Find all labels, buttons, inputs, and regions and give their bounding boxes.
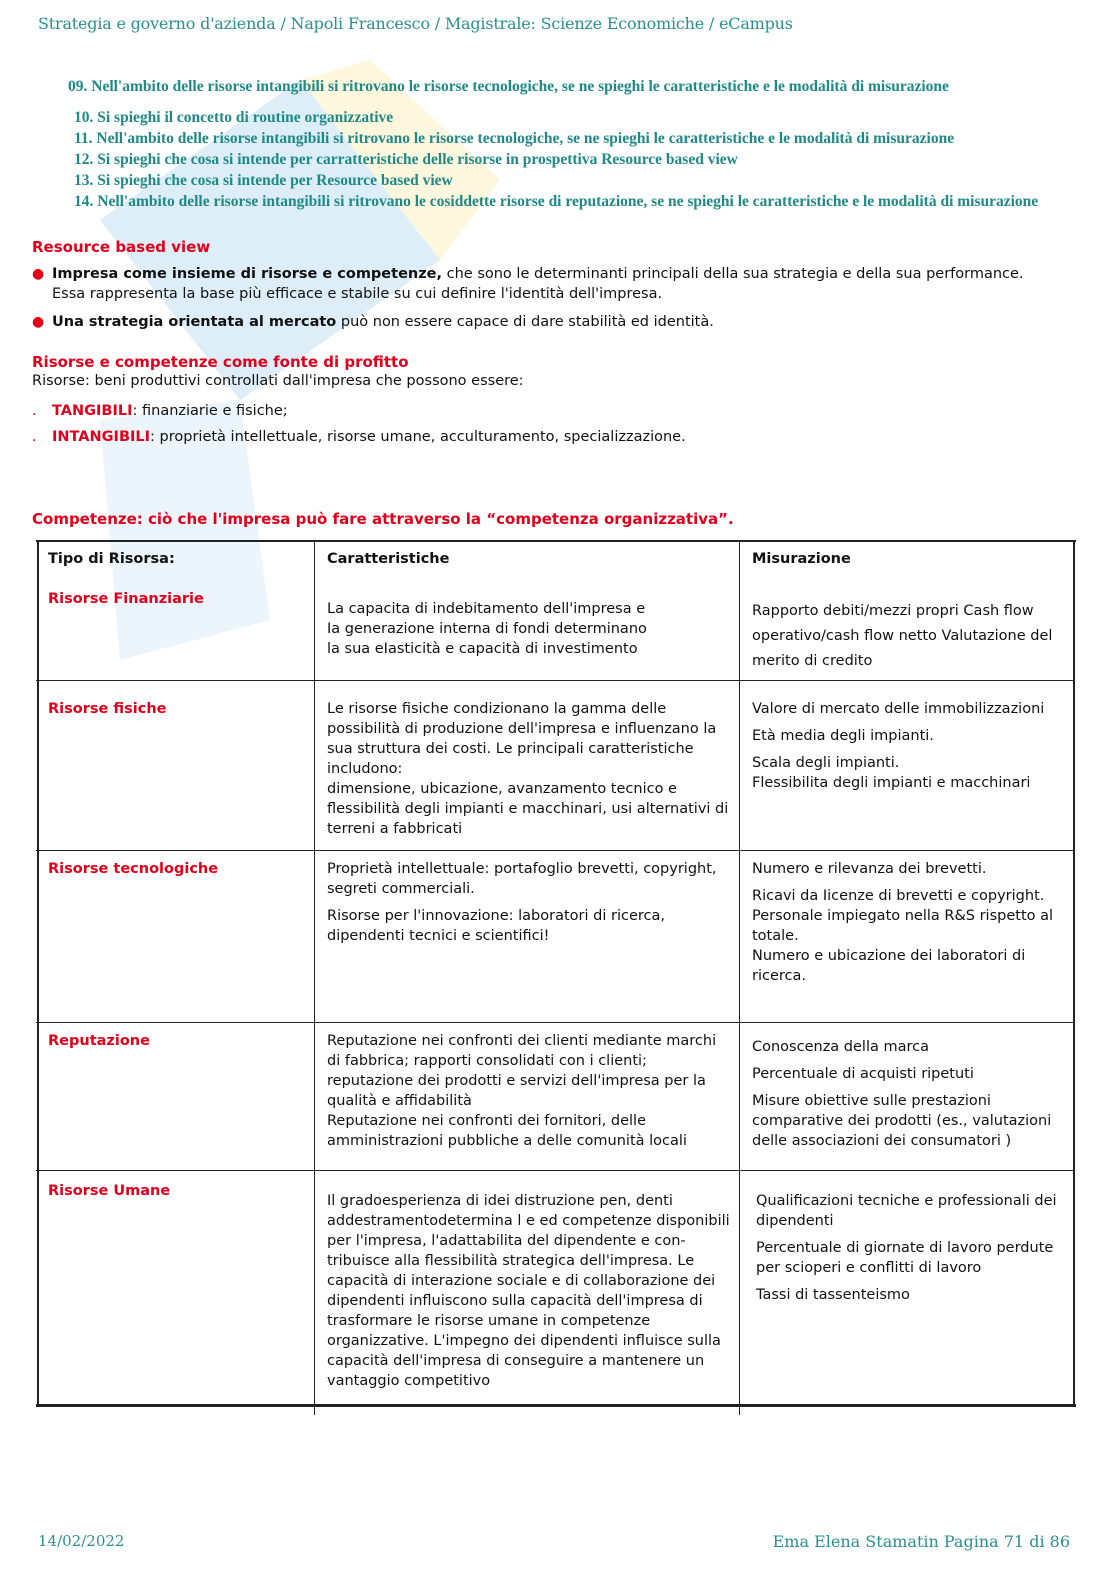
table-row — [36, 681, 1074, 851]
bullet-icon: ● — [32, 266, 45, 282]
profit-item — [32, 427, 1082, 447]
measure-line: Rapporto debiti/mezzi propri Cash flow operativo/cash flow netto Valutazione del merito di credito — [752, 603, 1053, 669]
measure-line: Personale impiegato nella R&S rispetto al totale. — [752, 908, 1054, 944]
profit-item — [32, 401, 1082, 421]
question-item: 14. Nell'ambito delle risorse intangibili si ritrovano le cosiddette risorse di reputazione, se ne spieghi le caratteristiche e le modalità di misurazione — [74, 193, 1039, 210]
profit-section — [32, 353, 1082, 447]
item-label: TANGIBILI — [52, 403, 133, 419]
bullet-bold: Una strategia orientata al mercato — [52, 314, 337, 330]
footer-date: 14/02/2022 — [38, 1532, 125, 1550]
char-line: Le risorse fisiche condizionano la gamma delle possibilità di produzione dell'impresa e influenzano la sua struttura dei costi. Le principali caratteristiche includono: — [327, 701, 717, 777]
char-line: La capacita di indebitamento dell'impresa e — [327, 601, 646, 617]
cell-measurement — [740, 1171, 1075, 1415]
table-row — [36, 589, 1074, 681]
profit-intro: Risorse: beni produttivi controllati dall'impresa che possono essere: — [32, 373, 524, 389]
measure-line: Età media degli impianti. — [752, 728, 934, 744]
cell-measurement — [740, 589, 1075, 681]
bullet-text: che sono le determinanti principali della sua strategia e della sua performance. — [442, 266, 1024, 282]
bullet-marker: . — [32, 429, 37, 445]
running-header: Strategia e governo d'azienda / Napoli Francesco / Magistrale: Scienze Economiche / eCampus — [38, 14, 793, 33]
cell-measurement — [740, 1023, 1075, 1171]
measure-line: Percentuale di acquisti ripetuti — [752, 1066, 974, 1082]
profit-title: Risorse e competenze come fonte di profitto — [32, 353, 409, 371]
cell-type: Risorse Finanziarie — [36, 589, 315, 681]
header-type: Tipo di Risorsa: — [36, 541, 315, 589]
bullet-icon: ● — [32, 314, 45, 330]
cell-characteristics — [315, 589, 740, 681]
table-row — [36, 1171, 1074, 1415]
measure-line: Ricavi da Iicenze di brevetti e copyright. — [752, 888, 1045, 904]
char-line: Risorse per l'innovazione: laboratori di ricerca, dipendenti tecnici e scientifici! — [327, 908, 665, 944]
rbv-bullet — [32, 312, 1082, 332]
cell-characteristics — [315, 851, 740, 1023]
measure-line: Numero e ubicazione dei laboratori di ricerca. — [752, 948, 1026, 984]
char-line: Reputazione nei confronti dei fornitori, delle amministrazioni pubbliche a delle comunità locali — [327, 1113, 687, 1149]
measure-line: Qualificazioni tecniche e professionali dei dipendenti — [756, 1193, 1057, 1229]
table-row — [36, 851, 1074, 1023]
footer-page-info: Ema Elena Stamatin Pagina 71 di 86 — [772, 1532, 1070, 1551]
cell-measurement — [740, 851, 1075, 1023]
char-line: dimensione, ubicazione, avanzamento tecnico e flessibilità degli impianti e macchinari, usi alternativi di terreni a fabbricati — [327, 781, 729, 837]
measure-line: Flessibilita degli impianti e macchinari — [752, 775, 1031, 791]
cell-type: Reputazione — [36, 1023, 315, 1171]
item-text: : proprietà intellettuale, risorse umane, acculturamento, specializzazione. — [150, 429, 686, 445]
char-line: Ia generazione interna di fondi determinano — [327, 621, 647, 637]
bullet-marker: . — [32, 403, 37, 419]
resources-table — [36, 541, 1074, 1415]
question-list — [68, 76, 1068, 212]
header-measurement: Misurazione — [752, 551, 851, 567]
table-bottom-border — [36, 1404, 1076, 1407]
char-line: Il gradoesperienza di idei distruzione pen, denti addestramentodetermina l e ed competenze disponibili per l'impresa, l'adattabilita del dipendente e con-tribuisce alla flessibilità strategica dell'impresa. Le capacità di interazione sociale e di collaborazione dei dipendenti influiscono sulla capacità dell'impresa di trasformare le risorse umane in competenze organizzative. L'impegno dei dipendenti influisce sulla capacità dell'impresa di conseguire a mantenere un vantaggio competitivo — [327, 1193, 730, 1389]
header-characteristics: Caratteristiche — [315, 541, 740, 589]
question-item: 11. Nell'ambito delle risorse intangibili si ritrovano le risorse tecnologiche, se ne spieghi le caratteristiche e le modalità di misurazione — [74, 130, 955, 147]
rbv-section — [32, 238, 1082, 332]
question-item: 12. Si spieghi che cosa si intende per carratteristiche delle risorse in prospettiva Resource based view — [74, 151, 738, 168]
table-header-row — [36, 541, 1074, 589]
competenze-title: Competenze: ciò che l'impresa può fare attraverso la “competenza organizzativa”. — [32, 510, 734, 528]
measure-line: Conoscenza della marca — [752, 1039, 929, 1055]
char-line: Reputazione nei confronti dei clienti mediante marchi di fabbrica; rapporti consolidati con i clienti; reputazione dei prodotti e servizi dell'impresa per la qualità e affidabilità — [327, 1033, 717, 1109]
question-item: 09. Nell'ambito delle risorse intangibili si ritrovano le risorse tecnologiche, se ne spieghi le caratteristiche e le modalità di misurazione — [68, 78, 949, 95]
item-text: : finanziarie e fisiche; — [132, 403, 288, 419]
cell-type: Risorse fisiche — [36, 681, 315, 851]
bullet-text: può non essere capace di dare stabilità ed identità. — [336, 314, 714, 330]
rbv-title: Resource based view — [32, 238, 211, 256]
char-line: Proprietà intellettuale: portafoglio brevetti, copyright, segreti commerciali. — [327, 861, 717, 897]
measure-line: Valore di mercato delle immobilizzazioni — [752, 701, 1045, 717]
measure-line: Misure obiettive sulle prestazioni comparative dei prodotti (es., valutazioni delle associazioni dei consumatori ) — [752, 1093, 1052, 1149]
cell-characteristics — [315, 681, 740, 851]
cell-characteristics — [315, 1171, 740, 1415]
cell-measurement — [740, 681, 1075, 851]
measure-line: Scala degli impianti. — [752, 755, 900, 771]
table-row — [36, 1023, 1074, 1171]
measure-line: Numero e rilevanza dei brevetti. — [752, 861, 987, 877]
item-label: INTANGIBILI — [52, 429, 151, 445]
bullet-text-line2: Essa rappresenta la base più efficace e stabile su cui definire l'identità dell'impresa. — [52, 286, 663, 302]
measure-line: Percentuale di giornate di lavoro perdute per scioperi e conflitti di lavoro — [756, 1240, 1054, 1276]
measure-line: Tassi di tassenteismo — [756, 1287, 910, 1303]
cell-type: Risorse tecnologiche — [36, 851, 315, 1023]
competenze-section — [32, 510, 1082, 528]
cell-characteristics — [315, 1023, 740, 1171]
cell-type: Risorse Umane — [36, 1171, 315, 1415]
char-line: la sua eIasticità e capacità di investimento — [327, 641, 638, 657]
bullet-bold: Impresa come insieme di risorse e competenze, — [52, 266, 443, 282]
rbv-bullet — [32, 264, 1082, 304]
question-item: 13. Si spieghi che cosa si intende per Resource based view — [74, 172, 453, 189]
question-item: 10. Si spieghi il concetto di routine organizzative — [74, 109, 394, 126]
